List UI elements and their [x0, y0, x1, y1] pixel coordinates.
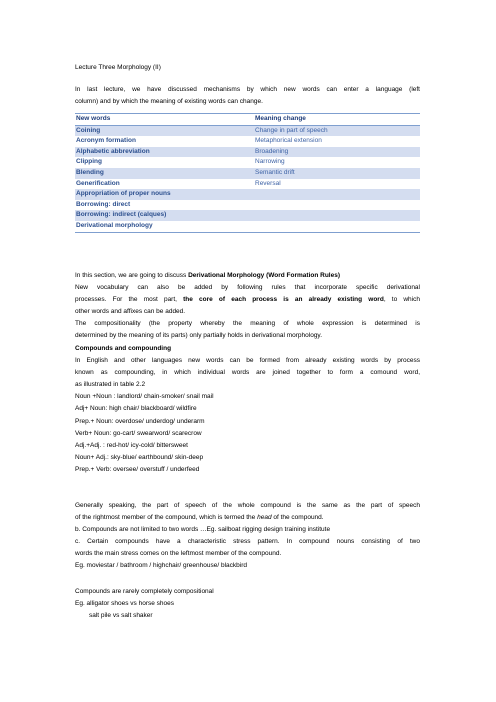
table-cell: Reversal [255, 179, 281, 187]
table-row [75, 179, 420, 190]
table-cell: Alphabetic abbreviation [76, 147, 150, 155]
table-cell [255, 221, 420, 232]
general-italic-text: head [257, 514, 272, 522]
table-cell: Acronym formation [76, 137, 136, 145]
compounds-line: known as compounding, in which individual words are joined together to form a comound word, [75, 369, 420, 377]
compositional-line: Compounds are rarely completely compositional [75, 588, 214, 595]
general-line-c: c. Certain compounds have a characteristic stress pattern. In compound nouns consisting of two [75, 538, 420, 546]
table-cell: Narrowing [255, 158, 285, 166]
compound-example: Prep.+ Noun: overdose/ underdog/ underarm [75, 417, 205, 425]
compounds-heading: Compounds and compounding [75, 345, 172, 352]
section-line: The compositionality (the property whereby the meaning of whole expression is determined is [75, 320, 420, 328]
general-text: of the rightmost member of the compound, which is termed the [75, 514, 258, 522]
section-bold-text: the core of each process is an already existing word [183, 296, 384, 304]
table-cell: Semantic drift [255, 168, 295, 176]
table-cell: Clipping [76, 158, 102, 166]
general-example: Eg. moviestar / bathroom / highchair/ greenhouse/ blackbird [75, 562, 247, 570]
general-line-c: words the main stress comes on the leftmost member of the compound. [75, 550, 282, 558]
table-cell: Borrowing: direct [76, 200, 131, 208]
table-row [75, 168, 420, 179]
general-line: Generally speaking, the part of speech of the whole compound is the same as the part of speech [75, 502, 420, 509]
compositional-section [75, 586, 420, 622]
intro-line-2: column) and by which the meaning of existing words can change. [75, 98, 263, 106]
section-line: other words and affixes can be added. [75, 308, 186, 316]
intro-paragraph [75, 84, 420, 108]
table-cell [255, 189, 420, 200]
document-title: Lecture Three Morphology (II) [75, 64, 161, 71]
intro-line-1: In last lecture, we have discussed mechanisms by which new words can enter a language (left [75, 86, 420, 93]
table-cell: Change in part of speech [255, 126, 328, 134]
table-cell: Appropriation of proper nouns [76, 190, 171, 198]
table-row [75, 136, 420, 147]
compositional-example: salt pile vs salt shaker [89, 612, 153, 620]
general-section [75, 500, 420, 573]
table-row [75, 189, 420, 200]
section-paragraph [75, 270, 420, 343]
section-line: New vocabulary can also be added by following rules that incorporate specific derivational [75, 284, 420, 292]
general-line-b: b. Compounds are not limited to two words …Eg. sailboat rigging design training institute [75, 526, 331, 534]
table-row [75, 210, 420, 221]
section-text: , to which [383, 296, 420, 304]
compound-example: Noun +Noun : landlord/ chain-smoker/ snail mail [75, 393, 214, 401]
section-lead [75, 270, 420, 282]
table-cell: Broadening [255, 147, 289, 155]
section-line: determined by the meaning of its parts) only partially holds in derivational morphology. [75, 332, 323, 340]
compound-example: Prep.+ Verb: oversee/ overstuff / underfeed [75, 465, 200, 473]
section-lead-text: In this section, we are going to discuss [75, 272, 189, 279]
compounds-line: as illustrated in table 2.2 [75, 381, 146, 389]
general-line [75, 512, 420, 524]
section-line [75, 294, 420, 306]
table-header-meaning-change: Meaning change [255, 115, 306, 122]
section-lead-bold: Derivational Morphology (Word Formation Rules) [188, 272, 341, 279]
table-header-new-words: New words [76, 115, 111, 122]
table-row [75, 200, 420, 211]
compound-example: Adj+ Noun: high chair/ blackboard/ wildfire [75, 405, 197, 413]
table-row [75, 126, 420, 137]
table-row [75, 147, 420, 158]
table-cell: Borrowing: indirect (calques) [76, 211, 167, 219]
table-cell [255, 200, 420, 211]
table-cell: Metaphorical extension [255, 137, 322, 145]
table-cell: Blending [76, 168, 104, 176]
compositional-example: Eg. alligator shoes vs horse shoes [75, 600, 174, 608]
table-cell: Coining [76, 126, 101, 134]
table-row [75, 157, 420, 168]
compound-example: Adj.+Adj. : red-hot/ icy-cold/ bittersweet [75, 441, 188, 449]
table-row [75, 221, 420, 232]
compounds-section [75, 343, 420, 476]
table-cell: Generification [76, 179, 120, 187]
general-text: of the compound. [271, 514, 324, 522]
word-change-table [75, 113, 420, 233]
table-cell [255, 210, 420, 221]
table-cell: Derivational morphology [76, 221, 153, 229]
section-text: processes. For the most part, [75, 296, 184, 304]
compound-example: Verb+ Noun: go-cart/ swearword/ scarecrow [75, 429, 202, 437]
compound-example: Noun+ Adj.: sky-blue/ earthbound/ skin-deep [75, 453, 204, 461]
compounds-line: In English and other languages new words can be formed from already existing words by process [75, 357, 420, 365]
table-header-row [75, 114, 420, 126]
